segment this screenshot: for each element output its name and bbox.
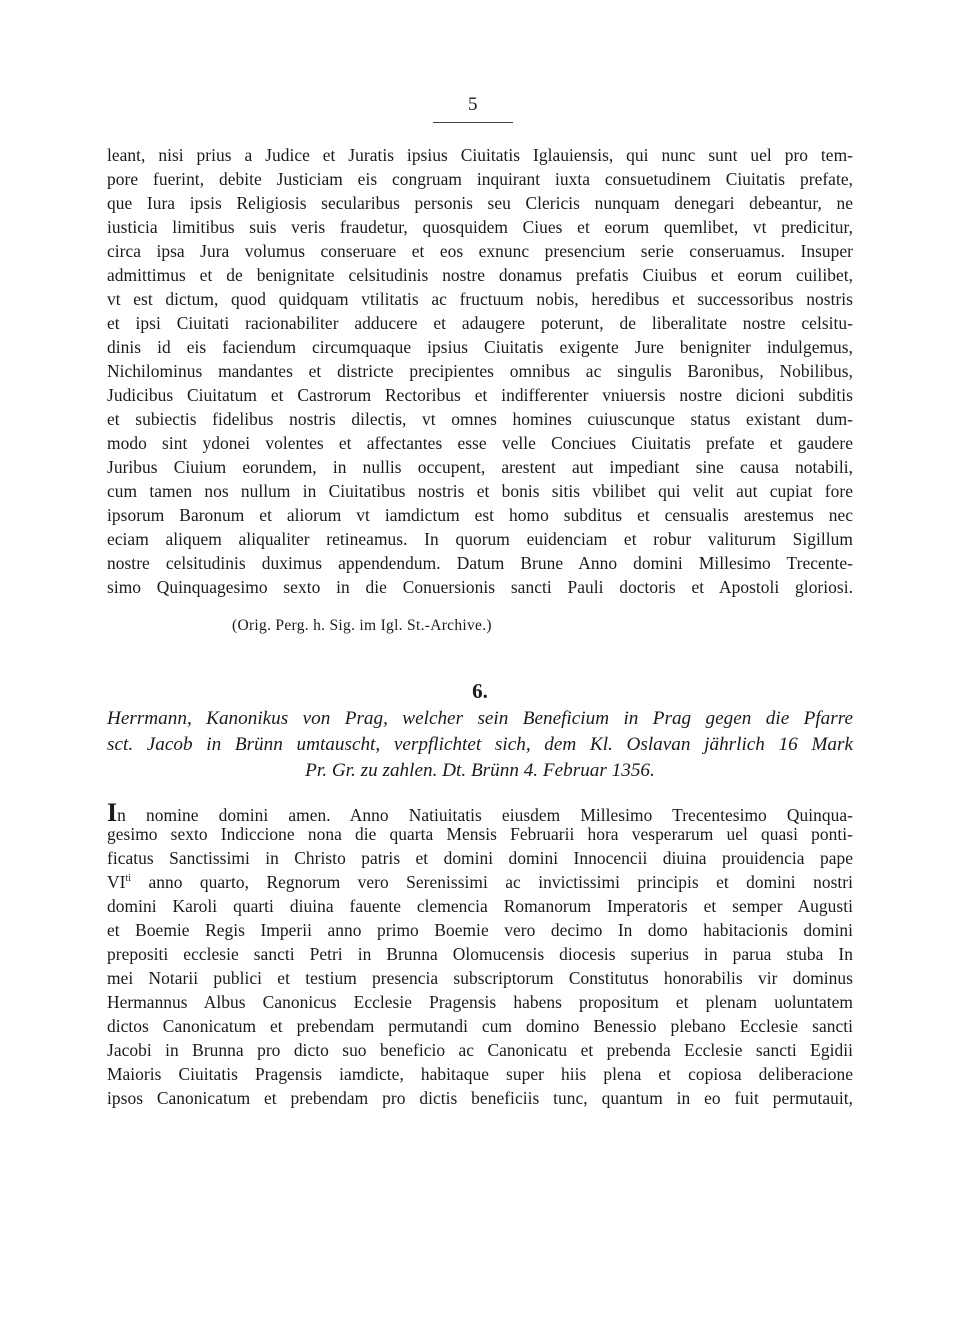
text-line: et ipsi Ciuitati racionabiliter adducere et adaugere poterunt, de liberalitate nostre celsitu- bbox=[107, 313, 853, 333]
text-line: cum tamen nos nullum in Ciuitatibus nostris et bonis sitis vbilibet qui velit aut cupiat fore bbox=[107, 481, 853, 501]
regest-line: sct. Jacob in Brünn umtauscht, verpflichtet sich, dem Kl. Oslavan jährlich 16 Mark bbox=[107, 734, 853, 755]
text-line: nostre celsitudinis duximus appendendum. Datum Brune Anno domini Millesimo Trecente- bbox=[107, 553, 853, 573]
text-line: Nichilominus mandantes et districte precipientes omnibus ac singulis Baronibus, Nobilibus, bbox=[107, 361, 853, 381]
page-number: 5 bbox=[468, 94, 478, 115]
text-line: Jacobi in Brunna pro dicto suo beneficio ac Canonicatu et prebenda Ecclesie sancti Egidii bbox=[107, 1040, 853, 1060]
text-line: simo Quinquagesimo sexto in die Conuersionis sancti Pauli doctoris et Apostoli gloriosi. bbox=[107, 577, 853, 597]
text-line: dinis id eis faciendum circumquaque ipsius Ciuitatis exigente Jure benigniter indulgemus, bbox=[107, 337, 853, 357]
text-line: vt est dictum, quod quidquam vtilitatis ac fructuum nobis, heredibus et successoribus nostris bbox=[107, 289, 853, 309]
text-line: prepositi ecclesie sancti Petri in Brunna Olomucensis diocesis superius in parua stuba In bbox=[107, 944, 853, 964]
document-number: 6. bbox=[472, 679, 488, 703]
superscript: ti bbox=[125, 873, 132, 885]
text-line: gesimo sexto Indiccione nona die quarta Mensis Februarii hora vesperarum uel quasi ponti- bbox=[107, 824, 853, 844]
text-line: iusticia limitibus suis veris fraudetur, quosquidem Ciues et eorum quemlibet, vt predicitur, bbox=[107, 217, 853, 237]
text-line: ipsorum Baronum et aliorum vt iamdictum est homo subditus et censualis arestemus nec bbox=[107, 505, 853, 525]
regest-line: Pr. Gr. zu zahlen. Dt. Brünn 4. Februar 1356. bbox=[305, 760, 655, 781]
regnal-numeral: VI bbox=[107, 872, 126, 892]
text-line: ipsos Canonicatum et prebendam pro dictis beneficiis tunc, quantum in eo fuit permutauit, bbox=[107, 1088, 853, 1108]
initial-letter: I bbox=[107, 798, 118, 827]
text-line: mei Notarii publici et testium presencia subscriptorum Constitutus honorabilis vir dominus bbox=[107, 968, 853, 988]
text-line bbox=[107, 872, 853, 893]
text-line: eciam aliquem aliqualiter retineamus. In quorum euidenciam et robur valiturum Sigillum bbox=[107, 529, 853, 549]
text-line: modo sint ydonei volentes et affectantes esse velle Conciues Ciuitatis prefate et gaudere bbox=[107, 433, 853, 453]
text-line: admittimus et de benignitate celsitudinis nostre donamus prefatis Ciuibus et eorum cuilibet, bbox=[107, 265, 853, 285]
text-line: dictos Canonicatum et prebendam permutandi cum domino Benessio plebano Ecclesie sancti bbox=[107, 1016, 853, 1036]
text-line: leant, nisi prius a Judice et Juratis ipsius Ciuitatis Iglauiensis, qui nunc sunt uel pro tem- bbox=[107, 145, 853, 165]
text-line: Judicibus Ciuitatum et Castrorum Rectoribus et indifferenter vniuersis nostre dicioni subditis bbox=[107, 385, 853, 405]
source-note: (Orig. Perg. h. Sig. im Igl. St.-Archive.) bbox=[232, 617, 492, 634]
text-line: et subiectis fidelibus nostris dilectis, vt omnes homines cuiuscunque status existant dum- bbox=[107, 409, 853, 429]
header-rule bbox=[433, 122, 513, 123]
text-line-rest: n nomine domini amen. Anno Natiuitatis eiusdem Millesimo Trecentesimo Quinqua- bbox=[117, 805, 853, 825]
text-line: domini Karoli quarti diuina fauente clemencia Romanorum Imperatoris et semper Augusti bbox=[107, 896, 853, 916]
text-line: que Iura ipsis Religiosis secularibus personis seu Clericis nunquam denegari debeantur, ne bbox=[107, 193, 853, 213]
regest-line: Herrmann, Kanonikus von Prag, welcher sein Beneficium in Prag gegen die Pfarre bbox=[107, 708, 853, 729]
text-line: circa ipsa Jura volumus conseruare et eos exnunc presencium serie conseruamus. Insuper bbox=[107, 241, 853, 261]
text-line: Juribus Ciuium eorundem, in nullis occupent, arestent aut impediant sine causa notabili, bbox=[107, 457, 853, 477]
text-line: et Boemie Regis Imperii anno primo Boemie vero decimo In domo habitacionis domini bbox=[107, 920, 853, 940]
text-line-rest: anno quarto, Regnorum vero Serenissimi ac invictissimi principis et domini nostri bbox=[131, 872, 853, 892]
text-line: ficatus Sanctissimi in Christo patris et domini domini Innocencii diuina prouidencia pape bbox=[107, 848, 853, 868]
text-line: Maioris Ciuitatis Pragensis iamdicte, habitaque super hiis plena et copiosa deliberacione bbox=[107, 1064, 853, 1084]
text-line-first bbox=[107, 800, 853, 826]
text-line: pore fuerint, debite Justiciam eis congruam inquirant iuxta consuetudinem Ciuitatis prefate, bbox=[107, 169, 853, 189]
text-line: Hermannus Albus Canonicus Ecclesie Pragensis habens propositum et plenam uoluntatem bbox=[107, 992, 853, 1012]
